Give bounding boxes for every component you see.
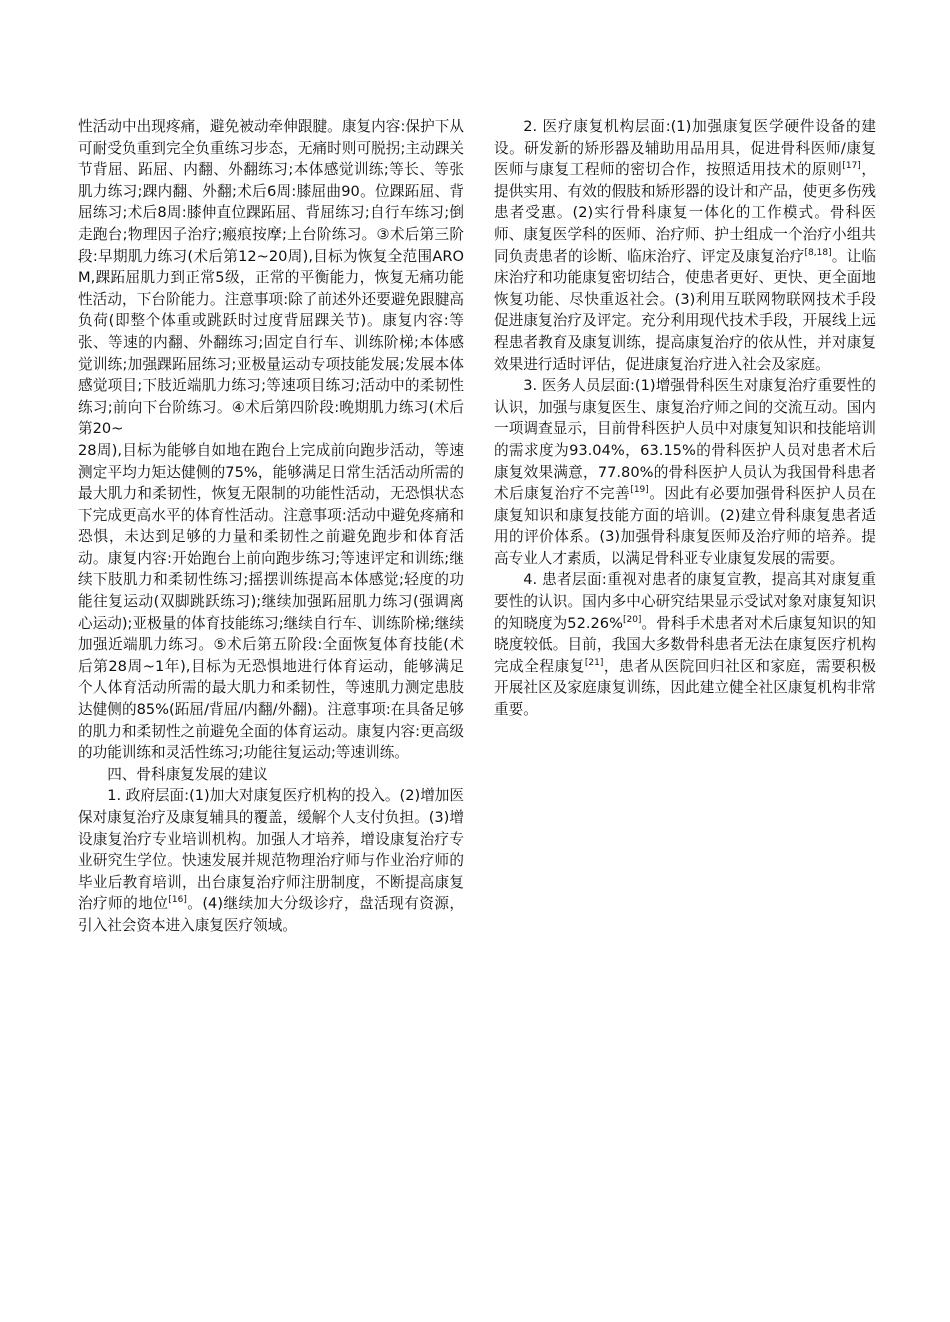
- citation-ref: [21]: [584, 657, 604, 668]
- body-paragraph: [78, 116, 464, 440]
- paragraph-text: 。因此有必要加强骨科医护人员在康复知识和康复技能方面的培训。(2)建立骨科康复患者适用的评价体系。(3)加强骨科康复医师及治疗师的培养。提高专业人才素质，以满足骨科亚专业康复发展的需要。: [494, 485, 876, 567]
- paragraph-text: 3. 医务人员层面:(1)增强骨科医生对康复治疗重要性的认识，加强与康复医生、康复治疗师之间的交流互动。国内一项调查显示，目前骨科医护人员中对康复知识和技能培训的需求度为93.04%，63.15%的骨科医护人员对患者术后康复效果满意，77.80%的骨科医护人员认为我国骨科患者术后康复治疗不完善: [494, 377, 876, 503]
- body-paragraph: [494, 116, 876, 375]
- body-paragraph: [494, 375, 876, 569]
- body-paragraph: [78, 440, 464, 764]
- paragraph-text: 。(4)继续加大分级诊疗，盘活现有资源，引入社会资本进入康复医疗领域。: [78, 895, 464, 934]
- right-column: [494, 116, 876, 721]
- paragraph-text: 1. 政府层面:(1)加大对康复医疗机构的投入。(2)增加医保对康复治疗及康复辅具的覆盖，缓解个人支付负担。(3)增设康复治疗专业培训机构。加强人才培养，增设康复治疗专业研究生学位。快速发展并规范物理治疗师与作业治疗师的毕业后教育培训，出台康复治疗师注册制度，不断提高康复治疗师的地位: [78, 787, 464, 913]
- paragraph-text: ，提供实用、有效的假肢和矫形器的设计和产品，使更多伤残患者受惠。(2)实行骨科康复一体化的工作模式。骨科医师、康复医学科的医师、治疗师、护士组成一个治疗小组共同负责患者的诊断、临床治疗、评定及康复治疗: [494, 161, 876, 265]
- paragraph-text: ，患者从医院回归社区和家庭，需要积极开展社区及家庭康复训练，因此建立健全社区康复机构非常重要。: [494, 657, 876, 719]
- body-paragraph: [494, 569, 876, 720]
- paragraph-text: 2. 医疗康复机构层面:(1)加强康复医学硬件设备的建设。研发新的矫形器及辅助用品用具，促进骨科医师/康复医师与康复工程师的密切合作，按照适用技术的原则: [494, 118, 876, 179]
- paragraph-text: 。让临床治疗和功能康复密切结合，使患者更好、更快、更全面地恢复功能、尽快重返社会。(3)利用互联网物联网技术手段促进康复治疗及评定。充分利用现代技术手段，开展线上远程患者教育及康复训练，提高康复治疗的依从性，并对康复效果进行适时评估，促进康复治疗进入社会及家庭。: [494, 247, 876, 373]
- section-heading: 四、骨科康复发展的建议: [107, 765, 268, 783]
- paragraph-text: 。骨科手术患者对术后康复知识的知晓度较低。目前，我国大多数骨科患者无法在康复医疗机构完成全程康复: [494, 614, 876, 675]
- citation-ref: [20]: [622, 614, 642, 625]
- citation-ref: [19]: [630, 485, 649, 496]
- citation-ref: [16]: [168, 895, 187, 906]
- left-column: [78, 116, 464, 937]
- citation-ref: [17]: [842, 161, 861, 172]
- body-paragraph: [78, 785, 464, 936]
- paragraph-text: 4. 患者层面:重视对患者的康复宣教，提高其对康复重要性的认识。国内多中心研究结果显示受试对象对康复知识的知晓度为52.26%: [494, 571, 876, 632]
- paragraph-text: 性活动中出现疼痛，避免被动牵伸跟腱。康复内容:保护下从可耐受负重到完全负重练习步态，无痛时则可脱拐;主动踝关节背屈、跖屈、内翻、外翻练习;本体感觉训练;等长、等张肌力练习;踝内翻、外翻;术后6周:膝屈曲90。位踝跖屈、背屈练习;术后8周:膝伸直位踝跖屈、背屈练习;自行车练习;倒走跑台;物理因子治疗;瘢痕按摩;上台阶练习。③术后第三阶段:早期肌力练习(术后第12~20周),目标为恢复全范围AROM,踝跖屈肌力到正常5级，正常的平衡能力，恢复无痛功能性活动，下台阶能力。注意事项:除了前述外还要避免跟腱高负荷(即整个体重或跳跃时过度背屈踝关节)。康复内容:等张、等速的内翻、外翻练习;固定自行车、训练阶梯;本体感觉训练;加强踝跖屈练习;亚极量运动专项技能发展;发展本体感觉项目;下肢近端肌力练习;等速项目练习;活动中的柔韧性练习;前向下台阶练习。④术后第四阶段:晚期肌力练习(术后第20~: [78, 118, 464, 438]
- citation-ref: [8,18]: [804, 247, 832, 258]
- paragraph-text: 28周),目标为能够自如地在跑台上完成前向跑步活动，等速测定平均力矩达健侧的75%，能够满足日常生活活动所需的最大肌力和柔韧性，恢复无限制的功能性活动，无恐惧状态下完成更高水平的体育性活动。注意事项:活动中避免疼痛和恐惧，未达到足够的力量和柔韧性之前避免跑步和体育活动。康复内容:开始跑台上前向跑步练习;等速评定和训练;继续下肢肌力和柔韧性练习;摇摆训练提高本体感觉;轻度的功能往复运动(双脚跳跃练习);继续加强跖屈肌力练习(强调离心运动);亚极量的体育技能练习;继续自行车、训练阶梯;继续加强近端肌力练习。⑤术后第五阶段:全面恢复体育技能(术后第28周~1年),目标为无恐惧地进行体育运动，能够满足个人体育活动所需的最大肌力和柔韧性，等速肌力测定患肢达健侧的85%(跖屈/背屈/内翻/外翻)。注意事项:在具备足够的肌力和柔韧性之前避免全面的体育运动。康复内容:更高级的功能训练和灵活性练习;功能往复运动;等速训练。: [78, 441, 464, 762]
